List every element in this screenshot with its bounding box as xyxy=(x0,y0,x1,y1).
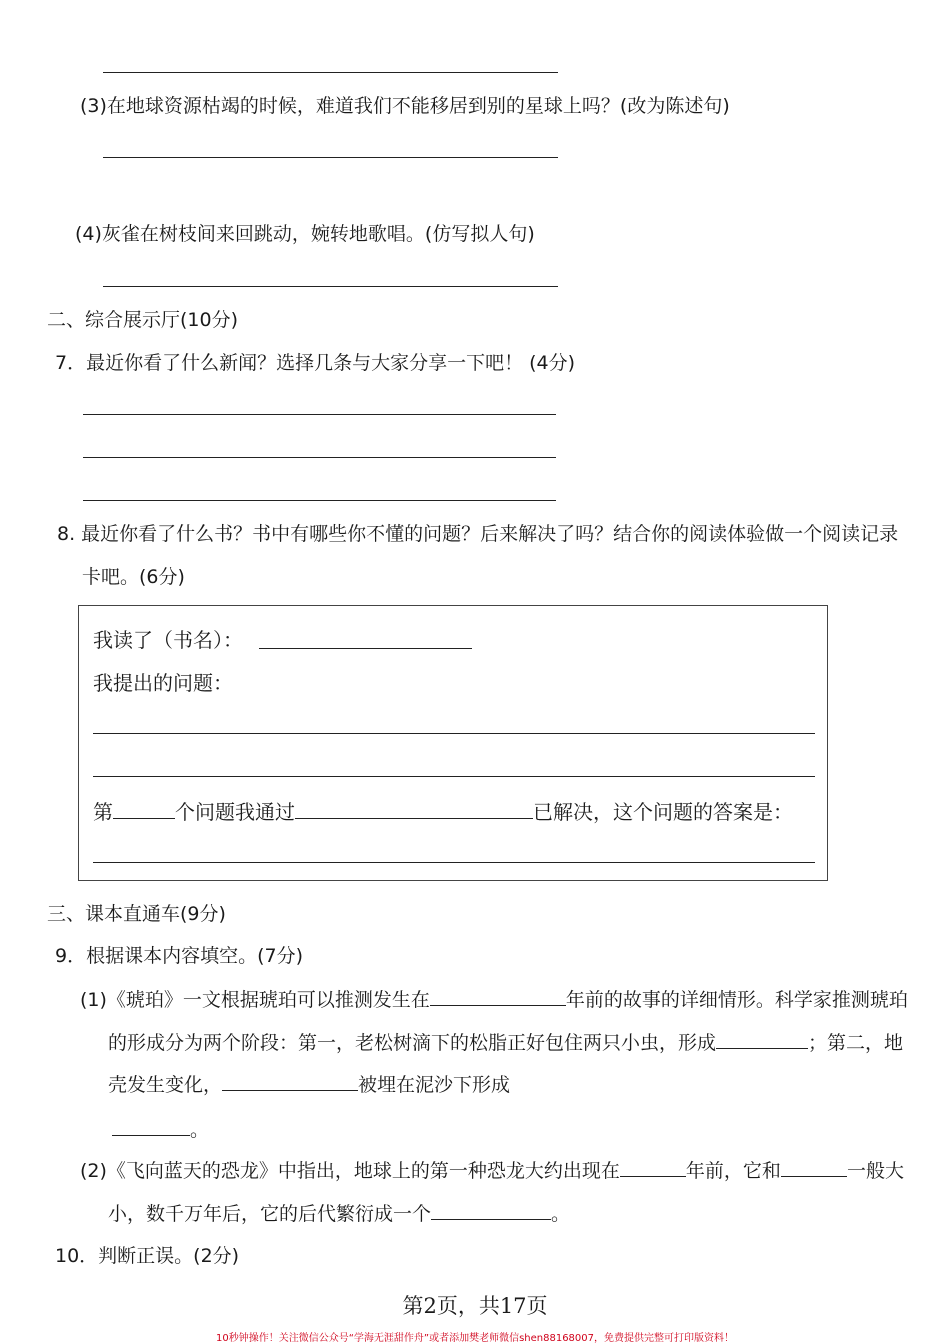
result-blank[interactable] xyxy=(112,1117,190,1136)
question-10: 10．判断正误。(2分) xyxy=(55,1245,240,1267)
stage-1-blank[interactable] xyxy=(716,1030,808,1049)
q6-item-3: (3)在地球资源枯竭的时候，难道我们不能移居到别的星球上吗？(改为陈述句) xyxy=(80,95,730,117)
answer-line xyxy=(103,286,558,287)
answer-line xyxy=(83,414,556,415)
reading-record-card xyxy=(78,605,828,881)
solve-suffix: 已解决，这个问题的答案是： xyxy=(533,800,793,824)
q9-2-line-1: (2)《飞向蓝天的恐龙》中指出，地球上的第一种恐龙大约出现在 年前，它和 一般大 xyxy=(80,1160,904,1182)
q9-1-line-3: 壳发生变化， 被埋在泥沙下形成 xyxy=(108,1074,511,1096)
answer-line xyxy=(83,500,556,501)
question-number-blank[interactable] xyxy=(113,800,175,819)
answer-line xyxy=(83,457,556,458)
book-name-line[interactable] xyxy=(259,648,472,649)
q9-1-line-1: (1)《琥珀》一文根据琥珀可以推测发生在 年前的故事的详细情形。科学家推测琥珀 xyxy=(80,989,908,1011)
question-9: 9．根据课本内容填空。(7分) xyxy=(55,945,304,967)
question-8-line-1: 8. 最近你看了什么书？书中有哪些你不懂的问题？后来解决了吗？结合你的阅读体验做一个阅读记录 xyxy=(57,523,899,545)
question-8-line-2: 卡吧。(6分) xyxy=(82,566,185,588)
book-name-label: 我读了（书名）： xyxy=(93,628,243,652)
q6-item-4: (4)灰雀在树枝间来回跳动，婉转地歌唱。(仿写拟人句) xyxy=(75,223,535,245)
question-line[interactable] xyxy=(93,776,815,777)
stage-2-blank[interactable] xyxy=(222,1072,358,1091)
q9-1-line-2: 的形成分为两个阶段：第一，老松树滴下的松脂正好包住两只小虫，形成 ；第二，地 xyxy=(108,1032,904,1054)
descendants-blank[interactable] xyxy=(431,1201,551,1220)
answer-line xyxy=(103,157,558,158)
method-blank[interactable] xyxy=(295,800,533,819)
answer-line[interactable] xyxy=(93,862,815,863)
section-2-heading: 二、综合展示厅(10分) xyxy=(47,309,239,331)
answer-line xyxy=(103,72,558,73)
years-blank[interactable] xyxy=(430,987,566,1006)
page-number: 第2页，共17页 xyxy=(402,1294,548,1318)
q9-1-line-4: 。 xyxy=(112,1117,209,1142)
first-dinosaur-years-blank[interactable] xyxy=(620,1158,686,1177)
q9-2-line-2: 小，数千万年后，它的后代繁衍成一个 。 xyxy=(108,1203,571,1225)
question-line[interactable] xyxy=(93,733,815,734)
promo-banner: 10秒钟操作！关注微信公众号“学海无涯甜作舟”或者添加樊老师微信shen88168007，免费提供完整可打印版资料！ xyxy=(215,1333,735,1344)
section-3-heading: 三、课本直通车(9分) xyxy=(47,903,226,925)
solve-prefix: 第 xyxy=(93,800,113,824)
solve-row xyxy=(93,796,793,825)
question-7: 7．最近你看了什么新闻？选择几条与大家分享一下吧！ (4分) xyxy=(55,352,576,374)
solve-mid: 个问题我通过 xyxy=(175,800,295,824)
question-label: 我提出的问题： xyxy=(93,671,233,695)
size-compare-blank[interactable] xyxy=(781,1158,847,1177)
